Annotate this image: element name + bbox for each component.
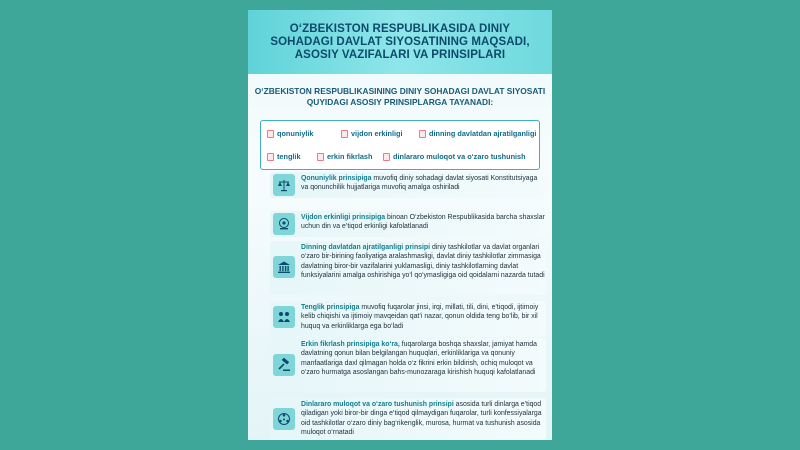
document-icon	[419, 130, 426, 138]
document-icon	[267, 130, 274, 138]
tag-dinlararo-muloqot: dinlararo muloqot va o‘zaro tushunish	[383, 152, 526, 161]
dialogue-circle-icon	[273, 408, 295, 430]
equality-people-icon	[273, 306, 295, 328]
poster-title: O‘ZBEKISTON RESPUBLIKASIDA DINIY SOHADAGI DAVLAT SIYOSATINING MAQSADI, ASOSIY VAZIFALARI VA PRINSIPLARI	[270, 22, 530, 61]
principle-item: Tenglik prinsipiga muvofiq fuqarolar jinsi, irqi, millati, tili, dini, e’tiqodi, ijtimoiy kelib chiqishi va ijtimoiy mavqeidan qat’i nazar, qonun oldida teng bo‘lib, bir xil huquq va erkinliklarga ega bo‘ladi	[270, 301, 546, 337]
principle-item: Erkin fikrlash prinsipiga ko‘ra, fuqarolarga boshqa shaxslar, jamiyat hamda davlatning qonun bilan belgilangan huquqlari, erkinliklariga va qonuniy manfaatlariga daxl qilmagan holda o‘z fikrini erkin bildirish, ochiq muloqot va o‘zaro hurmatga asoslangan bahs-munozaraga kirishish huquqi kafolatlanadi	[270, 338, 546, 392]
document-icon	[317, 153, 324, 161]
principle-item: Dinlararo muloqot va o‘zaro tushunish prinsipi asosida turli dinlarga e’tiqod qiladigan yoki biror-bir dinga e’tiqod qilmaydigan fuqarolar, turli konfessiyalarga oid tashkilotlar o‘zaro diniy bag‘rikenglik, murosa, hurmat va tushunish asosida muloqot o‘rnatadi	[270, 398, 546, 440]
document-icon	[383, 153, 390, 161]
principles-tag-box	[260, 120, 540, 170]
tag-dinning-davlatdan: dinning davlatdan ajratilganligi	[419, 129, 536, 138]
principle-item: Vijdon erkinligi prinsipiga binoan O‘zbekiston Respublikasida barcha shaxslar uchun din va e’tiqod erkinligi kafolatlanadi	[270, 211, 546, 237]
scales-icon	[273, 174, 295, 196]
header-banner	[248, 10, 552, 74]
principle-item: Dinning davlatdan ajratilganligi prinsipi diniy tashkilotlar va davlat organlari o‘zaro bir-birining faoliyatiga aralashmasligi, davlat diniy tashkilotlar zimmasiga davlatning biror-bir vazifalarini yuklamasligi, diniy tashkilotlarning davlat funksiyalarini amalga oshirishiga yo‘l qo‘ymasligiga oid qoidalarni nazarda tutadi	[270, 241, 546, 295]
principles-intro: O‘ZBEKISTON RESPUBLIKASINING DINIY SOHADAGI DAVLAT SIYOSATI QUYIDAGI ASOSIY PRINSIPLARGA TAYANADI:	[254, 86, 546, 107]
principle-item: Qonuniylik prinsipiga muvofiq diniy sohadagi davlat siyosati Konstitutsiyaga va qonunchilik hujjatlariga muvofiq amalga oshiriladi	[270, 172, 546, 198]
tag-tenglik: tenglik	[267, 152, 301, 161]
tag-erkin-fikrlash: erkin fikrlash	[317, 152, 372, 161]
tag-vijdon-erkinligi: vijdon erkinligi	[341, 129, 403, 138]
government-building-icon	[273, 256, 295, 278]
gavel-icon	[273, 354, 295, 376]
infographic-poster	[248, 10, 552, 440]
document-icon	[267, 153, 274, 161]
conscience-icon	[273, 213, 295, 235]
tag-qonuniylik: qonuniylik	[267, 129, 314, 138]
document-icon	[341, 130, 348, 138]
